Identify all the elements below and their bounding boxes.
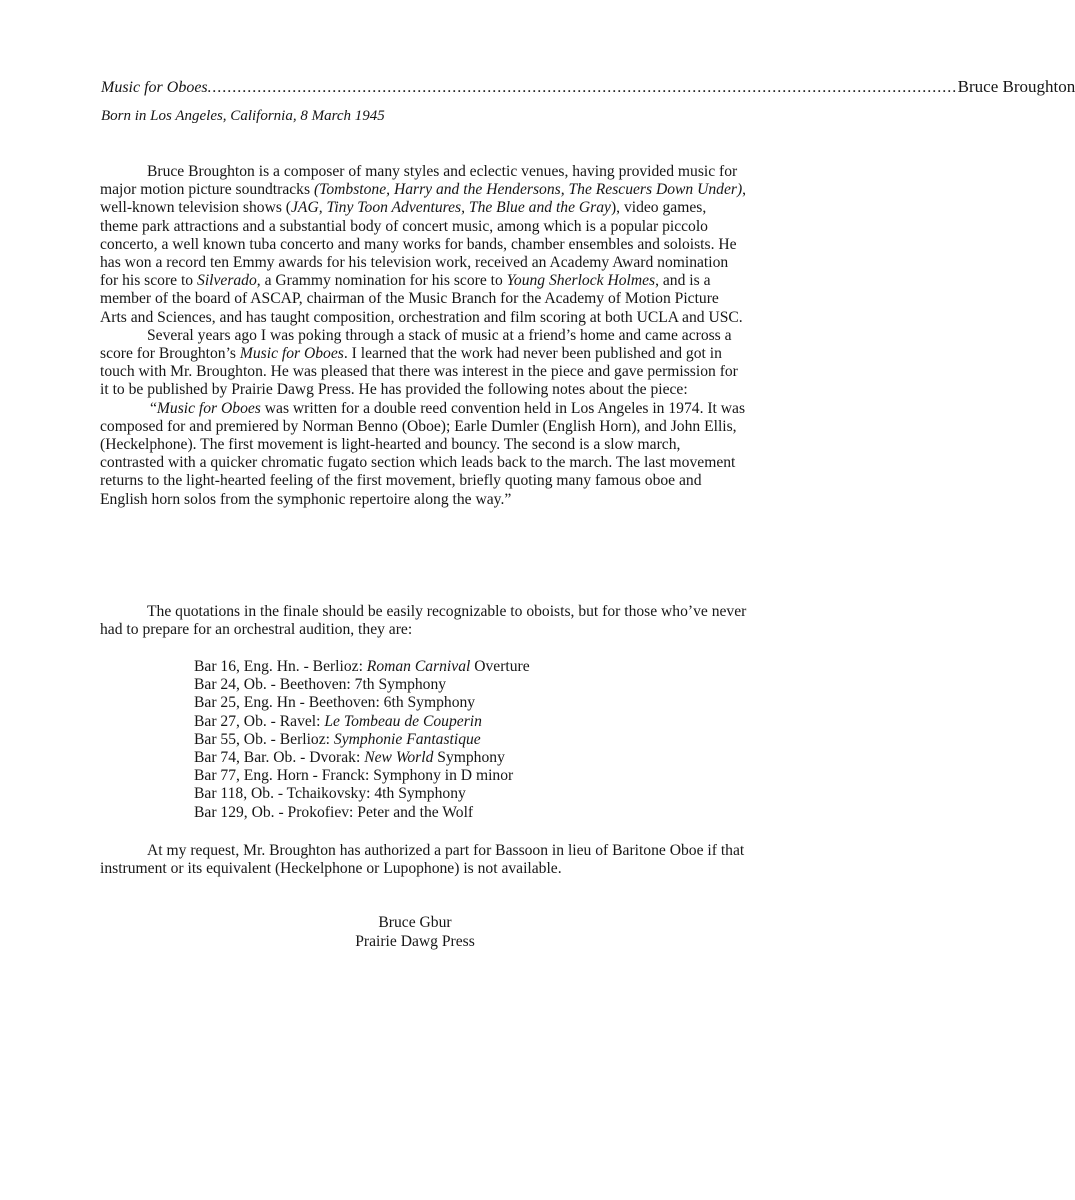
quotation-prefix: Bar 77, Eng. Horn - Franck: Symphony in D minor	[194, 767, 514, 785]
signature-block	[300, 914, 530, 951]
quotation-work: Roman Carnival	[366, 658, 471, 675]
bio-paragraph-1	[100, 163, 748, 327]
quotation-item	[194, 804, 714, 822]
text-run: , and is a member of the board of ASCAP, chairman of the Music Branch for the Academy of Motion Picture Arts and Sciences, and has taught composition, orchestration and film scoring at both UCLA and USC.	[100, 272, 743, 326]
italic-title-run: Music for Oboes	[156, 399, 261, 417]
quotation-item	[194, 676, 714, 694]
quotation-suffix: Overture	[470, 658, 530, 675]
quotations-intro: The quotations in the finale should be easily recognizable to oboists, but for those who’ve never had to prepare for an orchestral audition, they are:	[100, 603, 747, 639]
quotation-item	[194, 658, 714, 676]
italic-title-run: Silverado	[197, 272, 257, 290]
signature-name: Bruce Gbur	[378, 914, 452, 931]
birth-info: Born in Los Angeles, California, 8 March 1945	[101, 108, 385, 124]
signature-publisher: Prairie Dawg Press	[355, 932, 475, 950]
biography	[100, 163, 748, 509]
italic-title-run: Young Sherlock Holmes	[506, 272, 656, 290]
quotation-prefix: Bar 27, Ob. - Ravel:	[194, 712, 325, 730]
quotation-prefix: Bar 129, Ob. - Prokofiev: Peter and the Wolf	[194, 803, 474, 821]
quotation-prefix: Bar 55, Ob. - Berlioz:	[194, 730, 334, 748]
composer-name: Bruce Broughton	[957, 77, 1075, 96]
quotation-prefix: Bar 25, Eng. Hn - Beethoven: 6th Symphony	[194, 694, 476, 712]
text-run: Several years ago I was poking through a stack of music at a friend’s home and came across a score for Broughton’s	[100, 326, 732, 363]
dot-leader: ......................................................................................................................................................	[207, 79, 958, 96]
text-run: . I learned that the work had never been published and got in touch with Mr. Broughton. He was pleased that there was interest in the piece and gave permission for it to be published by Prairie Dawg Press. He has provided the following notes about the piece:	[100, 345, 738, 399]
quotation-item	[194, 731, 714, 749]
quotation-work: Le Tombeau de Couperin	[324, 712, 482, 730]
piece-title: Music for Oboes	[101, 79, 208, 96]
bio-paragraph-2	[100, 327, 748, 400]
quotation-work: Symphonie Fantastique	[333, 730, 481, 748]
quotation-list	[194, 658, 714, 822]
quotation-prefix: Bar 16, Eng. Hn. - Berlioz:	[194, 658, 367, 675]
title-line	[101, 76, 1075, 99]
quotation-item	[194, 749, 714, 767]
italic-title-run: JAG, Tiny Toon Adventures, The Blue and the Gray	[291, 199, 611, 217]
quotation-suffix: Symphony	[433, 749, 505, 767]
text-run: ), video games, theme park attractions and a substantial body of concert music, among which is a popular piccolo concerto, a well known tuba concerto and many works for bands, chamber ensembles and soloists. He has won a record ten Emmy awards for his television work, received an Academy Award nomination for his score to	[100, 199, 737, 290]
quotation-item	[194, 694, 714, 712]
quotation-item	[194, 767, 714, 785]
italic-title-run: (Tombstone, Harry and the Hendersons, The Rescuers Down Under)	[313, 181, 743, 199]
quotation-prefix: Bar 74, Bar. Ob. - Dvorak:	[194, 749, 365, 767]
text-run: , a Grammy nomination for his score to	[256, 272, 507, 290]
composer-notes-quote	[100, 400, 748, 509]
text-run: , well-known television shows (	[100, 181, 747, 217]
quotation-item	[194, 713, 714, 731]
quotation-prefix: Bar 118, Ob. - Tchaikovsky: 4th Symphony	[194, 785, 466, 803]
italic-title-run: Music for Oboes	[239, 345, 344, 363]
bassoon-request: At my request, Mr. Broughton has authorized a part for Bassoon in lieu of Baritone Oboe if that instrument or its equivalent (Heckelphone or Lupophone) is not available.	[100, 842, 745, 878]
text-run: Bruce Broughton is a composer of many styles and eclectic venues, having provided music for major motion picture soundtracks	[100, 163, 738, 199]
text-run: was written for a double reed convention held in Los Angeles in 1974. It was composed for and premiered by Norman Benno (Oboe); Earle Dumler (English Horn), and John Ellis, (Heckelphone). The first movement is light-hearted and bouncy. The second is a slow march, contrasted with a quicker chromatic fugato section which leads back to the march. The last movement returns to the light-hearted feeling of the first movement, briefly quoting many famous oboe and English horn solos from the symphonic repertoire along the way.”	[100, 399, 746, 508]
text-run: “	[150, 399, 157, 417]
quotation-item	[194, 785, 714, 803]
quotation-prefix: Bar 24, Ob. - Beethoven: 7th Symphony	[194, 676, 447, 694]
quotation-work: New World	[364, 749, 434, 767]
